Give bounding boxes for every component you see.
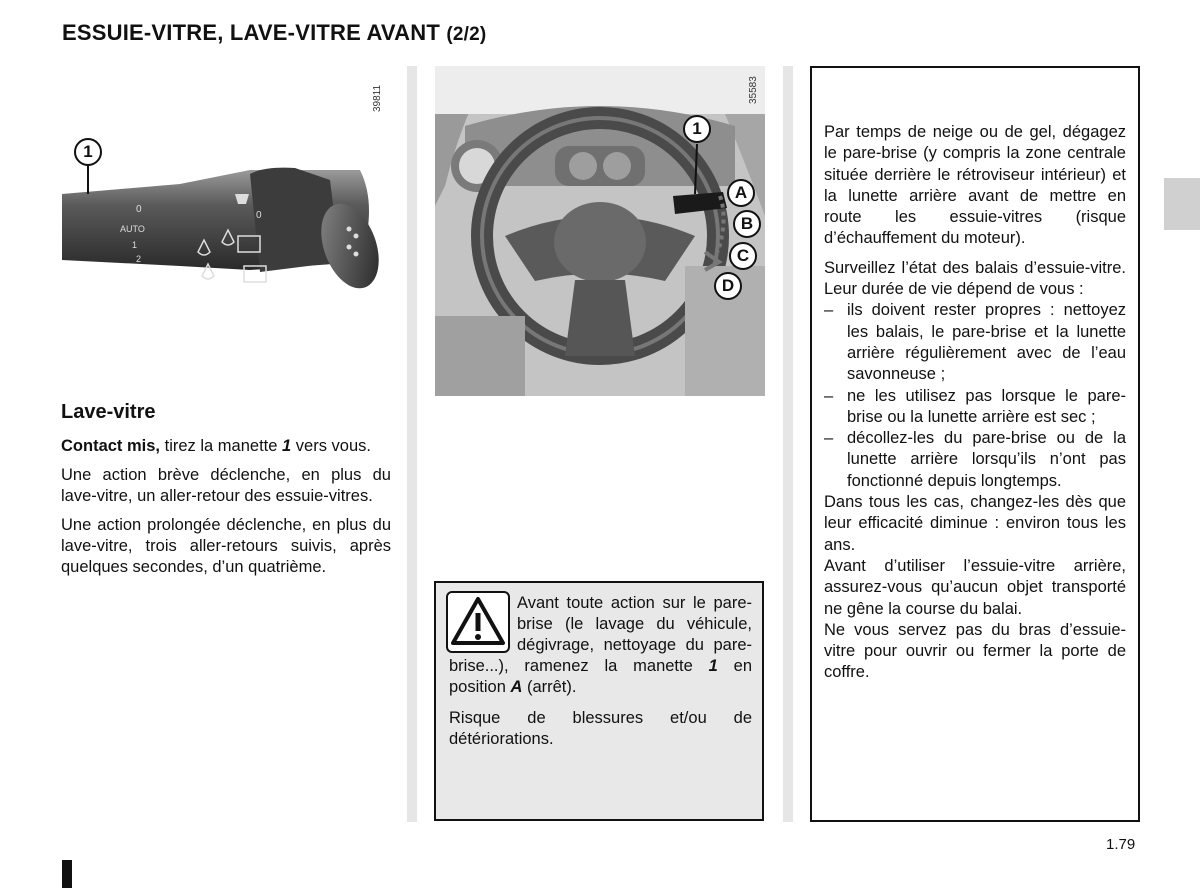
position-callout-b: B [733,210,761,238]
stalk-label-0b: 0 [256,210,262,221]
stalk-label-1: 1 [132,240,138,250]
info-paragraph-1: Par temps de neige ou de gel, dégagez le pare-brise (y compris la zone centrale située derrière le rétroviseur intérieur) et la lunette arrière avant de mettre en route les essuie-vitres (risque d’échauffement du moteur). [824,123,1126,248]
stalk-label-auto: AUTO [120,224,145,234]
page-edge-marker [62,860,72,888]
stalk-label-2: 2 [136,254,142,264]
dashboard-image-number: 35583 [748,76,759,104]
text-run: Avant toute action sur le pare-brise (le lavage du véhicule, dégivrage, nettoyage du pare-brise...), ramenez la manette [449,594,752,675]
dashboard-callout-1: 1 [683,115,711,143]
list-item: – ils doivent rester propres : nettoyez les balais, le pare-brise et la lunette arrière régulièrement avec de l’eau savonneuse ; [824,300,1126,385]
section-side-tab [1164,178,1200,230]
warning-paragraph-2: Risque de blessures et/ou de détériorations. [449,709,752,748]
column-gutter-left [407,66,417,822]
page-title [62,20,486,46]
page-number: 1.79 [1106,836,1136,853]
info-paragraph-4: Avant d’utiliser l’essuie-vitre arrière, assurez-vous qu’aucun objet transporté ne gêne la course du balai. [824,556,1126,618]
bold-lead: Contact mis, [61,437,161,455]
wiper-stalk-illustration [60,66,390,366]
paragraph-3: Une action prolongée déclenche, en plus du lave-vitre, trois aller-retours suivis, après quelques secondes, d’un quatrième. [61,516,391,576]
left-column-text [61,436,391,586]
info-bullet-list [824,300,1126,492]
dashboard-figure [435,66,765,396]
stalk-image-number: 39811 [372,84,383,112]
info-paragraph-3: Dans tous les cas, changez-les dès que leur efficacité diminue : environ tous les ans. [824,493,1126,554]
warning-text [449,593,752,760]
position-callout-c: C [729,242,757,270]
stalk-figure [60,66,390,366]
list-item: – décollez-les du pare-brise ou de la lunette arrière lorsqu’ils n’ont pas fonctionné depuis longtemps. [824,428,1126,492]
list-item: – ne les utilisez pas lorsque le pare-brise ou la lunette arrière est sec ; [824,386,1126,429]
paragraph-1 [61,436,391,457]
text-run: vers vous. [291,437,371,455]
stalk-number: 1 [282,437,292,455]
title-main: ESSUIE-VITRE, LAVE-VITRE AVANT [62,20,440,45]
text-run: tirez la manette [160,437,283,455]
warning-paragraph-1 [449,593,752,698]
info-box-text [824,122,1126,684]
position-letter: A [510,678,523,696]
stalk-label-0a: 0 [136,204,142,215]
position-callout-d: D [714,272,742,300]
info-paragraph-2: Surveillez l’état des balais d’essuie-vitre. Leur durée de vie dépend de vous : [824,258,1126,299]
section-heading: Lave-vitre [61,401,156,423]
stalk-number: 1 [708,657,718,675]
stalk-callout-1: 1 [74,138,102,166]
text-run: en position [449,657,753,696]
column-gutter-right [783,66,793,822]
position-callout-a: A [727,179,755,207]
title-suffix: (2/2) [446,24,487,45]
paragraph-2: Une action brève déclenche, en plus du lave-vitre, un aller-retour des essuie-vitres. [61,466,391,505]
steering-wheel-illustration [435,66,765,396]
text-run: (arrêt). [522,678,577,696]
info-paragraph-5: Ne vous servez pas du bras d’essuie-vitre pour ouvrir ou fermer la porte de coffre. [824,620,1126,682]
